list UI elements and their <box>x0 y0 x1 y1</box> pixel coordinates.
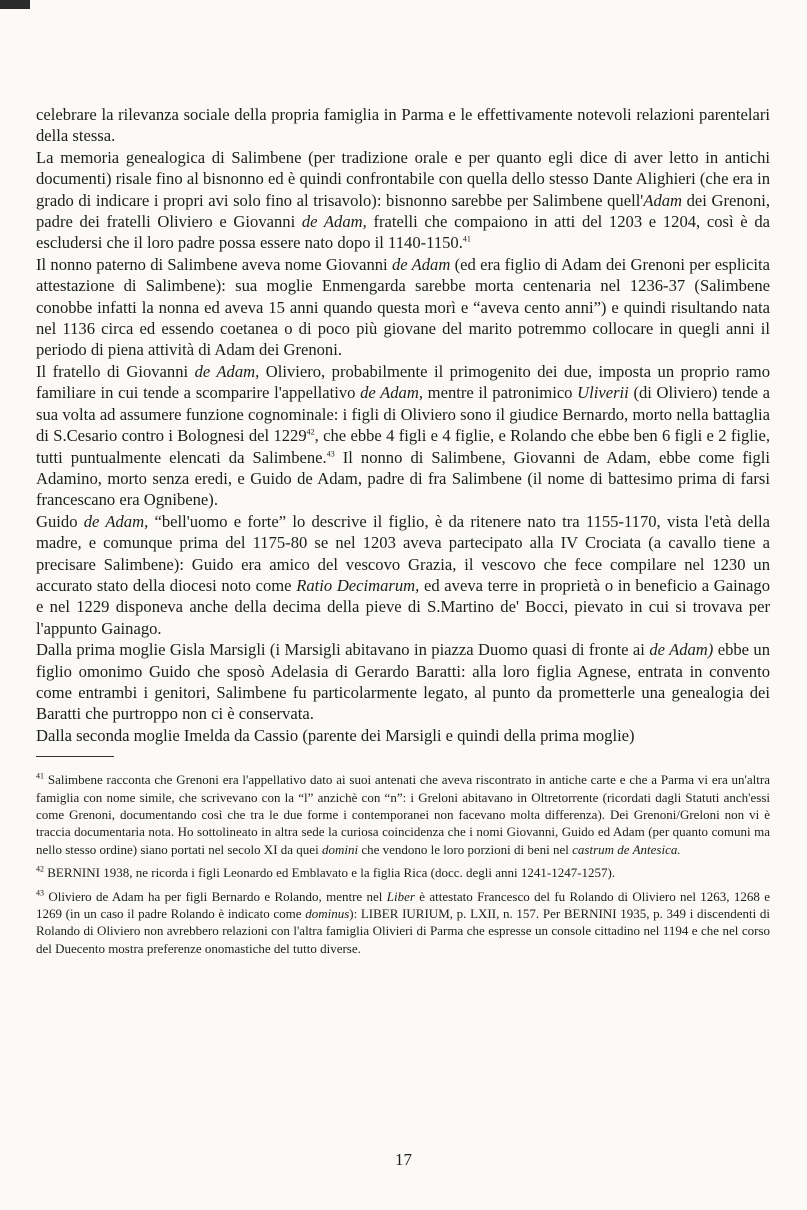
footnote-ref: 43 <box>326 448 335 458</box>
italic-text-run: Uliverii <box>577 383 629 403</box>
italic-text-run: de Adam, <box>360 383 423 403</box>
text-run: dei Grenoni, padre dei fratelli Oliviero e Giovanni <box>36 190 771 232</box>
text-run: Salimbene racconta che Grenoni era l'appellativo dato ai suoi antenati che aveva riscontrato in antiche carte e che a Parma vi era un'altra famiglia con nome simile, che scrivevano con la “l” anzichè con “n”: i Greloni abitavano in Oltretorrente (ricordati dagli Statuti anch'essi come Grenoni, documentando così che tra le due forme i contemporanei non facevano molta differenza). Dei Grenoni/Greloni non vi è traccia documentaria nota. Ho sottolineato in altra sede la curiosa coincidenza che i nomi Giovanni, Guido ed Adam (per quanto comuni ma nello stesso ordine) siano portati nel secolo XI da quei <box>36 772 770 857</box>
footnote-ref: 43 <box>36 888 44 898</box>
text-run: è attestato Francesco del fu Rolando di Oliviero nel 1263, 1268 e 1269 (in un caso il padre Rolando è indicato come <box>36 888 770 922</box>
italic-text-run: Adam <box>643 190 683 210</box>
text-run: Oliviero, probabilmente il primogenito dei due, imposta un proprio ramo familiare in cui tende a scomparire l'appellativo <box>36 361 771 403</box>
page-number: 17 <box>395 1150 412 1169</box>
paragraph <box>36 254 770 361</box>
text-run: Oliviero de Adam ha per figli Bernardo e Rolando, mentre nel <box>44 888 387 904</box>
text-run: Il nonno di Salimbene, Giovanni de Adam, ebbe come figli Adamino, morto senza eredi, e Guido de Adam, padre di fra Salimbene (il nome di battesimo prima di farsi francescano era Ognibene). <box>36 447 770 510</box>
footnote-43 <box>36 888 770 958</box>
footnote-divider <box>36 756 114 757</box>
text-run: (di Oliviero) tende a sua volta ad assumere funzione cognominale: i figli di Oliviero sono il giudice Bernardo, morto nella battaglia di S.Cesario contro i Bolognesi del 1229 <box>36 383 771 446</box>
text-run: ed aveva terre in proprietà o in beneficio a Gainago e nel 1229 disponeva anche della decima della pieve di S.Martino de' Bocci, pievato in cui si trovava per l'appunto Gainago. <box>36 575 771 638</box>
paragraph <box>36 147 770 254</box>
italic-text-run: de Adam, <box>301 212 367 232</box>
italic-text-run: de Adam, <box>194 361 260 381</box>
text-run: Dalla prima moglie Gisla Marsigli (i Marsigli abitavano in piazza Duomo quasi di fronte ai <box>36 640 650 660</box>
paragraph <box>36 511 770 639</box>
text-run: mentre il patronimico <box>423 383 578 403</box>
text-run: ): LIBER IURIUM, p. LXII, n. 157. Per BERNINI 1935, p. 349 i discendenti di Rolando di Oliviero non avrebbero relazioni con l'altra famiglia Olivieri di Parma che espresse un console cittadino nel 1194 e che nel corso del Duecento mostra preferenze onomastiche del tutto diverse. <box>36 906 770 956</box>
body-text <box>36 104 770 746</box>
italic-text-run: de Adam <box>391 254 451 274</box>
text-run: fratelli che compaiono in atti del 1203 e 1204, così è da escludersi che il loro padre possa essere nato dopo il 1140-1150. <box>36 212 770 253</box>
footnote-41 <box>36 771 770 858</box>
text-run: “bell'uomo e forte” lo descrive il figlio, è da ritenere nato tra 1155-1170, vista l'età della madre, e comunque prima del 1175-80 se nel 1203 aveva partecipato alla IV Crociata (a cavallo tiene a precisare Salimbene): Guido era amico del vescovo Grazia, il vescovo che fece compilare nel 1230 un accurato stato della diocesi noto come <box>36 511 770 595</box>
text-run: Il fratello di Giovanni <box>36 361 195 381</box>
text-run: (ed era figlio di Adam dei Grenoni per esplicita attestazione di Salimbene): sua moglie Enmengarda sarebbe morta centenaria nel 1236-37 (Salimbene conobbe infatti la nonna ed aveva 15 anni quando questa morì e “aveva cento anni”) e quindi risultando nata nel 1136 circa ed essendo coetanea o di poco più giovane del marito potremmo collocare in quegli anni il periodo di piena attività di Adam dei Grenoni. <box>36 254 770 360</box>
text-run: BERNINI 1938, ne ricorda i figli Leonardo ed Emblavato e la figlia Rica (docc. degli anni 1241-1247-1257). <box>44 865 616 881</box>
footnote-ref: 41 <box>462 234 471 244</box>
text-run: , che ebbe 4 figli e 4 figlie, e Rolando che ebbe ben 6 figli e 2 figlie, tutti puntualmente elencati da Salimbene. <box>36 426 770 467</box>
italic-text-run: de Adam) <box>649 640 714 660</box>
italic-text-run: castrum de Antesica. <box>572 841 681 857</box>
footnote-ref: 42 <box>306 427 315 437</box>
italic-text-run: Liber <box>386 888 415 904</box>
footnote-42 <box>36 864 770 881</box>
italic-text-run: de Adam, <box>83 511 149 531</box>
paragraph <box>36 104 770 147</box>
text-run: che vendono le loro porzioni di beni nel <box>358 841 573 857</box>
text-run: Dalla seconda moglie Imelda da Cassio (parente dei Marsigli e quindi della prima moglie) <box>36 725 635 745</box>
text-run: Guido <box>36 511 84 531</box>
paragraph <box>36 639 770 725</box>
text-run: La memoria genealogica di Salimbene (per tradizione orale e per quanto egli dice di aver letto in antichi documenti) risale fino al bisnonno ed è quindi confrontabile con quella dello stesso Dante Alighieri (che era in grado di indicare i propri avi solo fino al trisavolo): bisnonno sarebbe per Salimbene quell' <box>36 147 770 210</box>
text-run: Il nonno paterno di Salimbene aveva nome Giovanni <box>36 254 392 274</box>
scan-edge-mark <box>0 0 30 9</box>
paragraph <box>36 725 770 746</box>
footnotes <box>36 771 770 957</box>
italic-text-run: dominus <box>305 906 350 922</box>
text-run: celebrare la rilevanza sociale della propria famiglia in Parma e le effettivamente notevoli relazioni parentelari della stessa. <box>36 105 770 146</box>
page-content <box>36 104 770 963</box>
footnote-ref: 41 <box>36 771 44 781</box>
italic-text-run: domini <box>321 841 359 857</box>
paragraph <box>36 361 770 511</box>
footnote-ref: 42 <box>36 864 44 874</box>
text-run: ebbe un figlio omonimo Guido che sposò Adelasia di Gerardo Baratti: alla loro figlia Agnese, entrata in convento come entrambi i genitori, Salimbene fu particolarmente legato, al punto da prometterle una genealogia dei Baratti che purtroppo non ci è conservata. <box>36 640 771 724</box>
italic-text-run: Ratio Decimarum, <box>296 575 420 595</box>
